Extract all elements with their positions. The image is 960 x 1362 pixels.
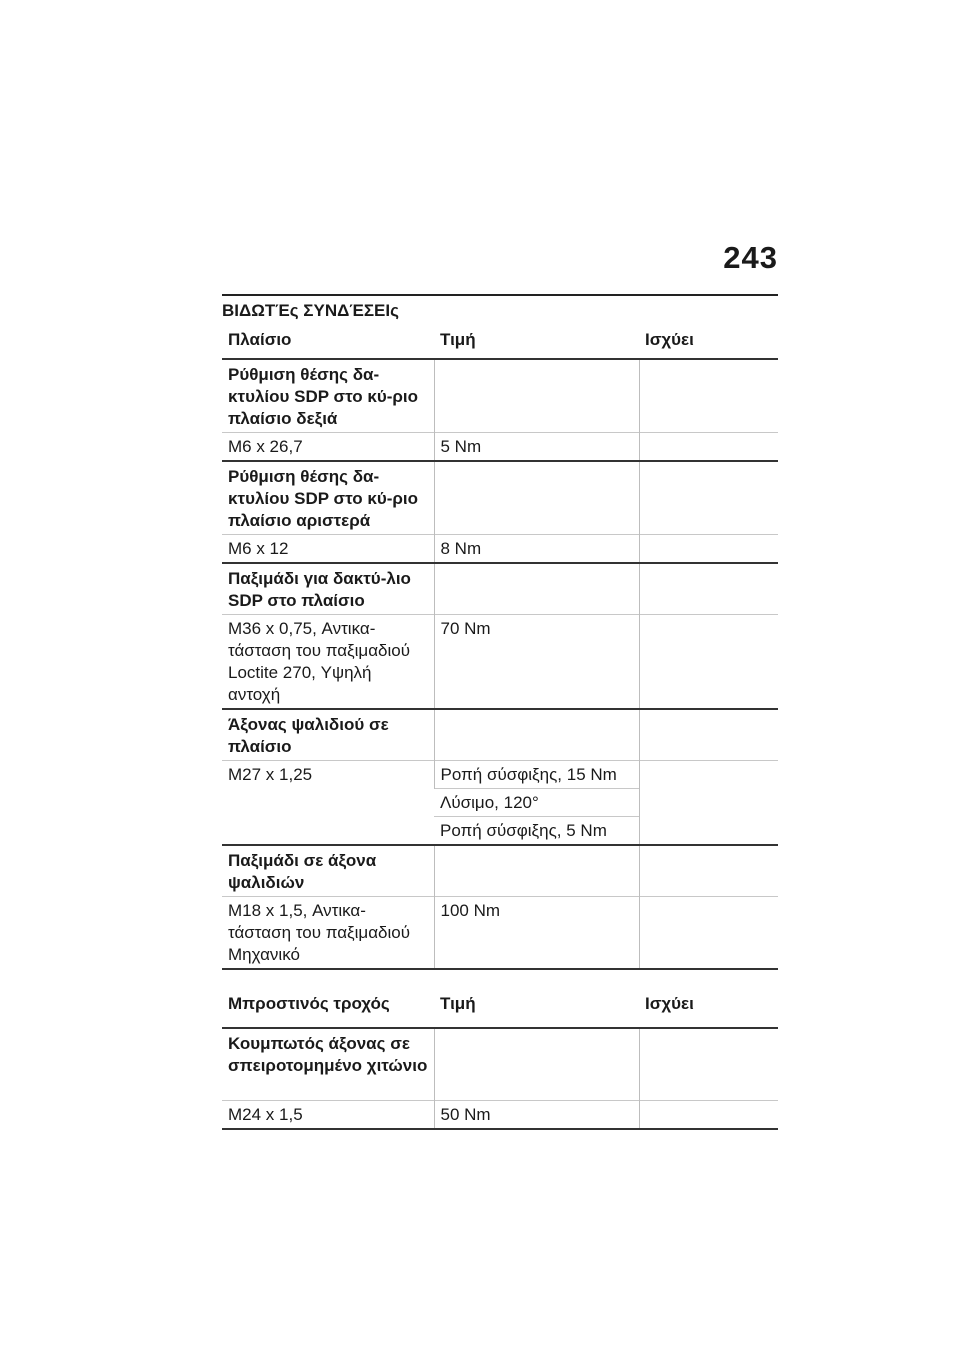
table-row <box>222 761 778 789</box>
group-value-empty <box>434 1028 639 1100</box>
table-row <box>222 1028 778 1100</box>
page-number: 243 <box>723 240 778 275</box>
applies-cell <box>639 615 778 710</box>
value-cell: 70 Nm <box>434 615 639 710</box>
value-cell: Λύσιμο, 120° <box>440 793 539 812</box>
front-wheel-torque-table <box>222 980 778 1130</box>
col-header-component: Πλαίσιο <box>228 329 292 349</box>
table-header-row <box>222 980 778 1028</box>
applies-cell <box>639 1100 778 1129</box>
value-cell: 50 Nm <box>434 1100 639 1129</box>
table-row <box>222 359 778 433</box>
group-title: Ρύθμιση θέσης δα-κτυλίου SDP στο κύ-ριο πλαίσιο δεξιά <box>228 365 419 428</box>
table-row <box>222 563 778 615</box>
spec-cell: M6 x 12 <box>228 539 289 558</box>
value-cell: 8 Nm <box>434 535 639 564</box>
table-row <box>222 535 778 564</box>
group-applies-empty <box>639 563 778 615</box>
spec-cell: M36 x 0,75, Αντικα-τάσταση του παξιμαδιού Loctite 270, Υψηλή αντοχή <box>228 619 411 704</box>
spec-cell: M24 x 1,5 <box>228 1104 303 1124</box>
group-applies-empty <box>639 461 778 535</box>
spec-cell: M18 x 1,5, Αντικα-τάσταση του παξιμαδιού Μηχανικό <box>228 901 411 964</box>
frame-torque-table <box>222 321 778 970</box>
group-value-empty <box>434 359 639 433</box>
applies-cell <box>639 761 778 846</box>
col-header-applies: Ισχύει <box>645 993 694 1013</box>
applies-cell <box>639 433 778 462</box>
spec-cell: M27 x 1,25 <box>228 765 313 784</box>
value-cell: Ροπή σύσφιξης, 5 Nm <box>440 821 607 840</box>
table-row <box>222 897 778 970</box>
spec-cell: M6 x 26,7 <box>228 437 303 456</box>
applies-cell <box>639 535 778 564</box>
group-applies-empty <box>639 1028 778 1100</box>
group-applies-empty <box>639 845 778 897</box>
group-title: Ρύθμιση θέσης δα-κτυλίου SDP στο κύ-ριο πλαίσιο αριστερά <box>228 467 419 530</box>
col-header-applies: Ισχύει <box>645 329 694 349</box>
table-header-row <box>222 321 778 359</box>
col-header-value: Τιμή <box>440 329 476 349</box>
table-row <box>222 433 778 462</box>
table-row <box>222 709 778 761</box>
applies-cell <box>639 897 778 970</box>
value-cell: Ροπή σύσφιξης, 15 Nm <box>434 761 639 789</box>
group-applies-empty <box>639 359 778 433</box>
group-title: Παξιμάδι για δακτύ-λιο SDP στο πλαίσιο <box>228 569 411 610</box>
value-cell: 100 Nm <box>434 897 639 970</box>
group-value-empty <box>434 461 639 535</box>
group-title: Παξιμάδι σε άξονα ψαλιδιών <box>228 851 377 892</box>
content <box>222 294 778 1130</box>
group-applies-empty <box>639 709 778 761</box>
group-value-empty <box>434 563 639 615</box>
group-title: Κουμπωτός άξονας σε σπειροτομημένο χιτώνιο <box>228 1034 428 1075</box>
table-row <box>222 461 778 535</box>
group-title: Άξονας ψαλιδιού σε πλαίσιο <box>228 715 389 756</box>
col-header-component: Μπροστινός τροχός <box>228 993 390 1013</box>
value-cell: 5 Nm <box>434 433 639 462</box>
section-title: ΒΙΔΩΤΈς ΣΥΝΔΈΣΕΙς <box>222 294 778 321</box>
table-row <box>222 1100 778 1129</box>
group-value-empty <box>434 709 639 761</box>
col-header-value: Τιμή <box>440 993 476 1013</box>
group-value-empty <box>434 845 639 897</box>
table-row <box>222 845 778 897</box>
table-row <box>222 615 778 710</box>
